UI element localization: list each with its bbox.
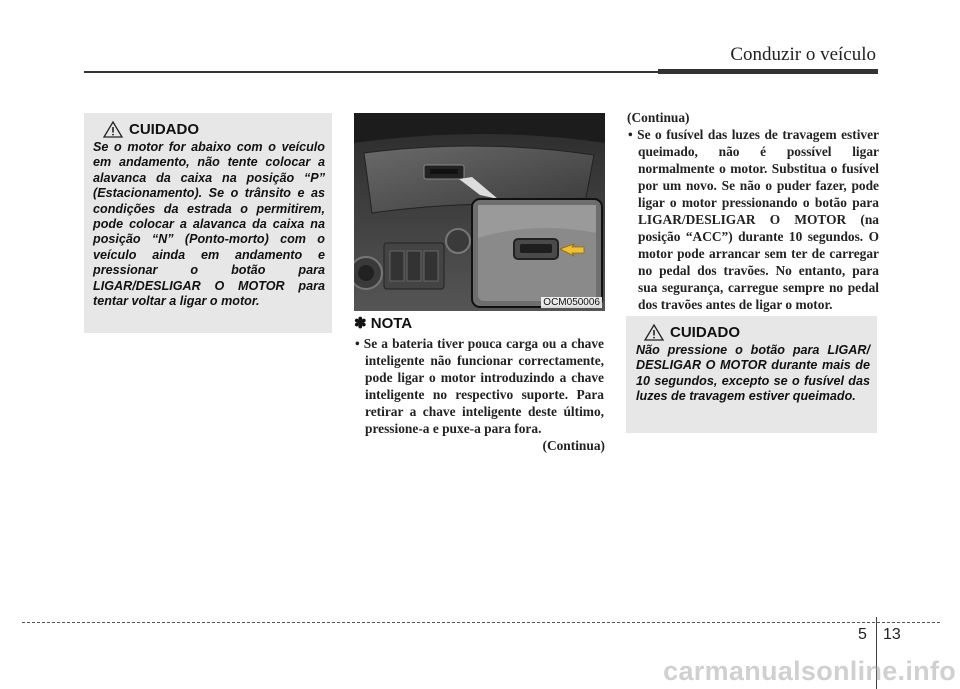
dashboard-illustration xyxy=(354,113,605,311)
figure-code: OCM050006 xyxy=(543,297,600,308)
fuse-note-bullet: • Se o fusível das luzes de travagem estiver queimado, não é possível ligar normalmente o motor. Substitua o fusível por um novo. Se não o puder fazer, pode ligar o motor pressionando o botão para LIGAR/DESLIGAR O MOTOR (na posição “ACC”) durante 10 segundos. O motor pode arrancar sem ter de carregar no pedal dos travões. No entanto, para sua segurança, carregue sempre no pedal dos travões antes de ligar o motor. xyxy=(628,127,879,312)
page-number: 13 xyxy=(883,626,901,643)
caution-text: Se o motor for abaixo com o veículo em andamento, não tente colocar a alavanca da caixa na posição “P” (Estacionamento). Se o trânsito e as condições da estrada o permitirem, pode colocar a alavanca da caixa na posição “N” (Ponto-morto) com o veículo ainda em andamento e pressionar o botão para LIGAR/DESLIGAR O MOTOR para tentar voltar a ligar o motor. xyxy=(93,140,325,309)
caution-box-right xyxy=(626,316,877,433)
continued-from-label: (Continua) xyxy=(627,110,690,125)
continued-label: (Continua) xyxy=(542,438,605,453)
note-text xyxy=(355,335,604,437)
smart-key-holder-figure xyxy=(354,113,605,311)
chapter-number: 5 xyxy=(858,626,867,643)
note-title: ✽ NOTA xyxy=(354,315,413,332)
caution-title-text: CUIDADO xyxy=(129,121,199,138)
caution-heading xyxy=(644,324,870,341)
caution-box-left xyxy=(84,113,332,333)
warning-triangle-icon xyxy=(103,121,123,138)
watermark: carmanualsonline.info xyxy=(663,656,956,686)
fuse-note-text xyxy=(628,126,879,313)
header-rule-accent xyxy=(658,69,878,74)
caution-title-text: CUIDADO xyxy=(670,324,740,341)
note-bullet: • Se a bateria tiver pouca carga ou a chave inteligente não funcionar correctamente, pode ligar o motor introduzindo a chave inteligente no respectivo suporte. Para retirar a chave inteligente deste último, pressione-a e puxe-a para fora. xyxy=(355,336,604,436)
footer-rule xyxy=(22,622,940,623)
warning-triangle-icon xyxy=(644,324,664,341)
caution-text: Não pressione o botão para LIGAR/ DESLIGAR O MOTOR durante mais de 10 segundos, excepto se o fusível das luzes de travagem estiver queimado. xyxy=(636,343,870,404)
chapter-title: Conduzir o veículo xyxy=(730,44,876,65)
caution-heading xyxy=(103,121,325,138)
